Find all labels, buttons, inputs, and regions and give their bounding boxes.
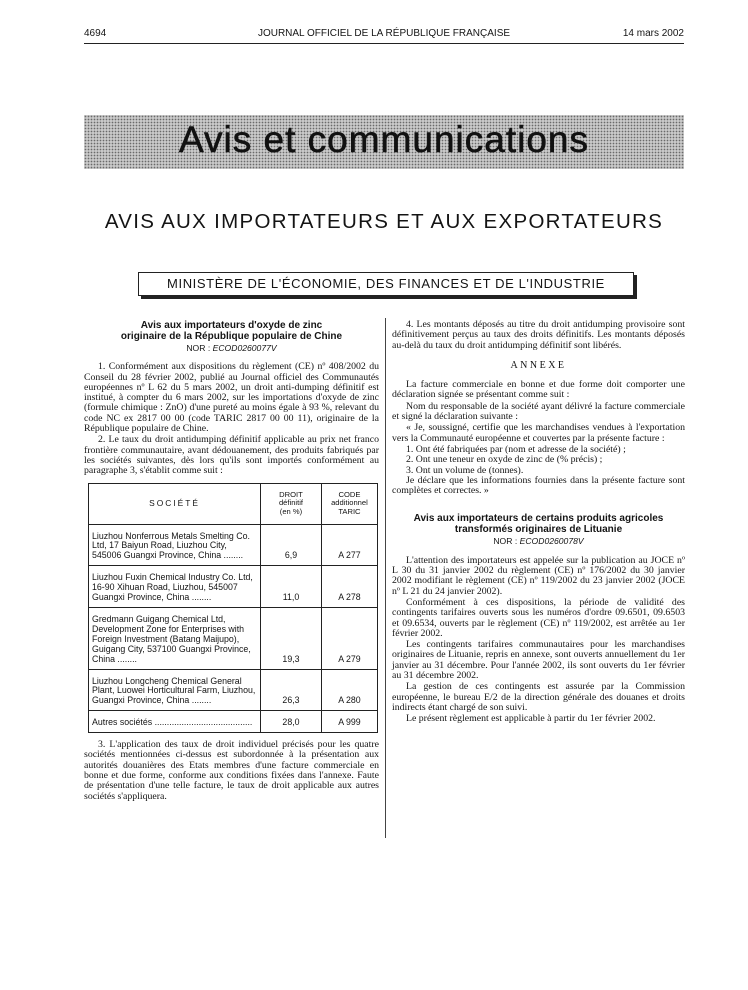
nor-label: NOR : [493,536,518,547]
notice2-paragraph-4: La gestion de ces contingents est assurée par la Commission européenne, le bureau E/2 de la direction générale des douanes et droits indirects étant chargé de son suivi. [392,681,685,713]
notice2-paragraph-1: L'attention des importateurs est appelée sur la publication au JOCE nº L 30 du 31 janvier 2002 du règlement (CE) nº 176/2002 du 30 janvier 2002 modifiant le règlement (CE) nº 119/2002 du 23 janvier 2002 (JOCE nº L 21 du 24 janvier 2002). [392,554,685,597]
annex-title: ANNEXE [510,359,567,371]
right-column [392,320,685,726]
nor-code: ECOD0260077V [212,343,277,353]
annex-paragraph-3: « Je, soussigné, certifie que les marchandises vendues à l'exportation vers la Communauté européenne et couvertes par la présente facture : [392,422,685,444]
ministry-box: MINISTÈRE DE L'ÉCONOMIE, DES FINANCES ET DE L'INDUSTRIE [138,272,634,296]
annex-item: 3. Ont un volume de (tonnes). [406,464,524,476]
table-row [89,608,378,670]
cell-code: A 278 [321,566,377,608]
notice1-title-line1: Avis aux importateurs d'oxyde de zinc [140,320,323,331]
cell-societe: Liuzhou Longcheng Chemical General Plant, Luowei Horticultural Farm, Liuzhou, Guangxi Province, China ........ [89,669,261,711]
cell-droit: 6,9 [261,524,322,566]
cell-droit: 28,0 [261,711,322,733]
cell-code: A 279 [321,608,377,670]
cell-code: A 277 [321,524,377,566]
page-number: 4694 [84,28,107,39]
page-header [84,28,684,42]
cell-code: A 999 [321,711,377,733]
notice2-paragraph-2: Conformément à ces dispositions, la période de validité des contingents tarifaires ouverts sous les numéros d'ordre 09.6501, 09.6503 et 09.6534, ouverts par le règlement (CE) nº 119/2002, est arrêtée au 1er février 2002. [392,596,685,639]
title-banner [84,115,684,169]
cell-droit: 19,3 [261,608,322,670]
column-divider [385,318,386,838]
header-code-l2: additionnel [331,498,368,508]
notice1-title-line2: originaire de la République populaire de Chine [120,331,343,342]
header-code-l1: CODE [338,489,361,499]
table-row [89,566,378,608]
annex-item: 1. Ont été fabriquées par (nom et adresse de la société) ; [406,443,626,455]
left-column [84,320,379,803]
notice2-title-line2: transformés originaires de Lituanie [454,524,623,536]
header-rule [84,43,684,44]
journal-title: JOURNAL OFFICIEL DE LA RÉPUBLIQUE FRANÇAISE [257,28,511,39]
notice1-paragraph-3: 3. L'application des taux de droit individuel précisés pour les quatre sociétés mentionnées ci-dessus est subordonnée à la présentation aux autorités douanières des Etats membres d'une facture commerciale en bonne et due forme, conforme aux conditions fixées dans l'annexe. Faute de présentation d'une telle facture, le taux de droit applicable aux autres sociétés s'appliquera. [84,739,379,802]
header-droit-l1: DROIT [279,489,303,499]
header-droit-l2: définitif [278,498,304,508]
cell-societe: Liuzhou Nonferrous Metals Smelting Co. Ltd, 17 Baiyun Road, Liuzhou City, 545006 Guangxi Province, China ........ [89,524,261,566]
notice2-title-line1: Avis aux importateurs de certains produits agricoles [413,513,664,525]
header-societe: SOCIÉTÉ [89,483,261,524]
notice1-title [84,320,379,342]
annex-paragraph-2: Nom du responsable de la société ayant délivré la facture commerciale et signé la déclaration suivante : [392,400,685,423]
cell-droit: 11,0 [261,566,322,608]
annex-paragraph-1: La facture commerciale en bonne et due forme doit comporter une déclaration signée se présentant comme suit : [392,379,685,401]
notice1-paragraph-2: 2. Le taux du droit antidumping définitif applicable au prix net franco frontière communautaire, avant dédouanement, des produits fabriqués par les sociétés suivantes, dès lors qu'ils sont importés conformément au paragraphe 3, s'établit comme suit : [84,434,379,477]
company-rates-table [88,483,378,734]
section-title: AVIS AUX IMPORTATEURS ET AUX EXPORTATEURS [104,210,664,233]
notice2-nor [392,536,685,546]
table-row [89,669,378,711]
header-code [321,483,377,524]
cell-code: A 280 [321,669,377,711]
notice1-paragraph-1: 1. Conformément aux dispositions du règlement (CE) nº 408/2002 du Conseil du 28 février 2002, publié au Journal officiel des Communautés européennes nº L 62 du 5 mars 2002, un droit anti-dumping définitif est institué, à compter du 6 mars 2002, sur les importations d'oxyde de zinc (formule chimique : ZnO) d'une pureté au moins égale à 93 %, relevant du code NC ex 2817 00 00 (code TARIC 2817 00 00 11), originaire de la République populaire de Chine. [84,361,379,435]
issue-date: 14 mars 2002 [622,28,684,39]
notice1-paragraph-4: 4. Les montants déposés au titre du droit antidumping provisoire sont définitivement perçus au taux des droits définitifs. Les montants déposés au-delà du taux du droit antidumping définitif sont libérés. [392,319,685,351]
header-droit [261,483,322,524]
annex-paragraph-4: Je déclare que les informations fournies dans la présente facture sont complètes et correctes. » [392,474,685,497]
table-header-row [89,483,378,524]
nor-code: ECOD0260078V [519,536,584,547]
annex-item: 2. Ont une teneur en oxyde de zinc de (% précis) ; [406,454,603,466]
notice2-paragraph-5: Le présent règlement est applicable à partir du 1er février 2002. [406,713,656,725]
header-code-l3: TARIC [338,506,361,516]
notice2-title [392,513,685,535]
notice1-nor [84,343,379,353]
cell-societe: Autres sociétés ........................................ [89,711,261,733]
cell-droit: 26,3 [261,669,322,711]
cell-societe: Gredmann Guigang Chemical Ltd, Development Zone for Enterprises with Foreign Investment (Batang Maijupo), Guigang City, 537100 Guangxi Province, China ........ [89,608,261,670]
banner-title: Avis et communications [179,119,589,160]
notice2-paragraph-3: Les contingents tarifaires communautaires pour les marchandises originaires de Lituanie, repris en annexe, sont ouverts annuellement du 1er janvier au 31 décembre. Pour l'année 2002, ils sont ouverts du 1er février au 31 décembre 2002. [392,639,685,682]
cell-societe: Liuzhou Fuxin Chemical Industry Co. Ltd, 16-90 Xihuan Road, Liuzhou, 545007 Guangxi Province, China ........ [89,566,261,608]
nor-label: NOR : [186,343,211,353]
table-row [89,711,378,733]
header-droit-l3: (en %) [279,506,303,516]
table-row [89,524,378,566]
